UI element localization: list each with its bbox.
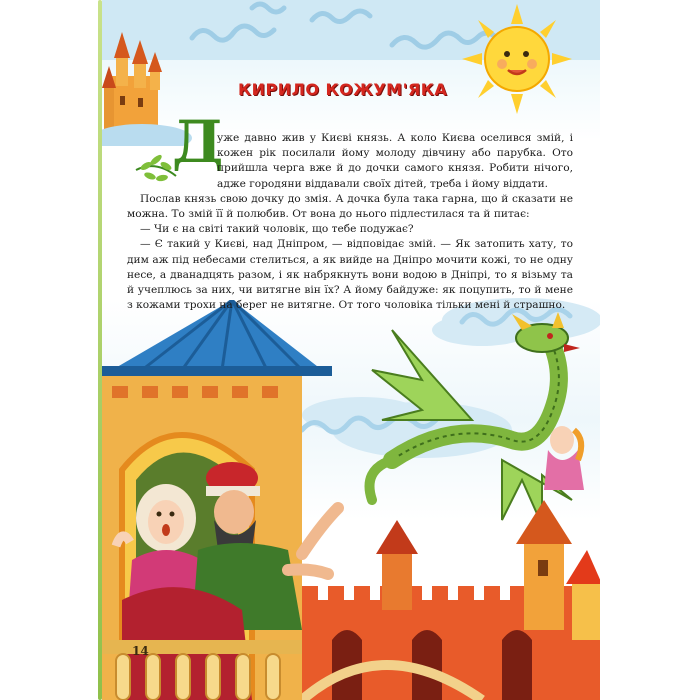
sun-face-illustration [462, 4, 572, 114]
story-title: КИРИЛО КОЖУМ'ЯКА [238, 80, 448, 99]
paragraph-4: — Є такий у Києві, над Дніпром, — відповідає змій. — Як затопить хату, то дим аж під небесами стелиться, а як вийде на Дніпро мочити кожі, то не одну несе, а дванадцять разом, і як набрякнуть вони водою в Дніпрі, то я візьму та й учеплюсь за них, чи витягне він їх? А йому байдуже: як поцупить, то й мене з кожами трохи на берег не витягне. От того чоловіка тільки мені й страшно. [127, 238, 573, 312]
paragraph-1: уже давно жив у Києві князь. А коло Києва оселився змій, і кожен рік посилали йому молоду дівчину або парубка. Ото прийшла черга вже й до дочки самого князя. Робити нічого, адже городяни віддавали своїх дітей, треба і йому віддати. [217, 132, 573, 190]
paragraph-3: — Чи є на світі такий чоловік, що тебе подужає? [140, 223, 414, 236]
page-number: 14 [132, 644, 149, 658]
dragon-illustration [352, 310, 592, 530]
page-sheet [102, 0, 600, 700]
paragraph-2: Послав князь свою дочку до змія. А дочка була така гарна, що й сказати не можна. То змій її й полюбив. От вона до нього підлестилася та й питає: [127, 192, 573, 221]
red-castle-illustration [302, 500, 600, 700]
drop-cap-letter: Д [172, 108, 224, 176]
story-text [127, 131, 573, 313]
